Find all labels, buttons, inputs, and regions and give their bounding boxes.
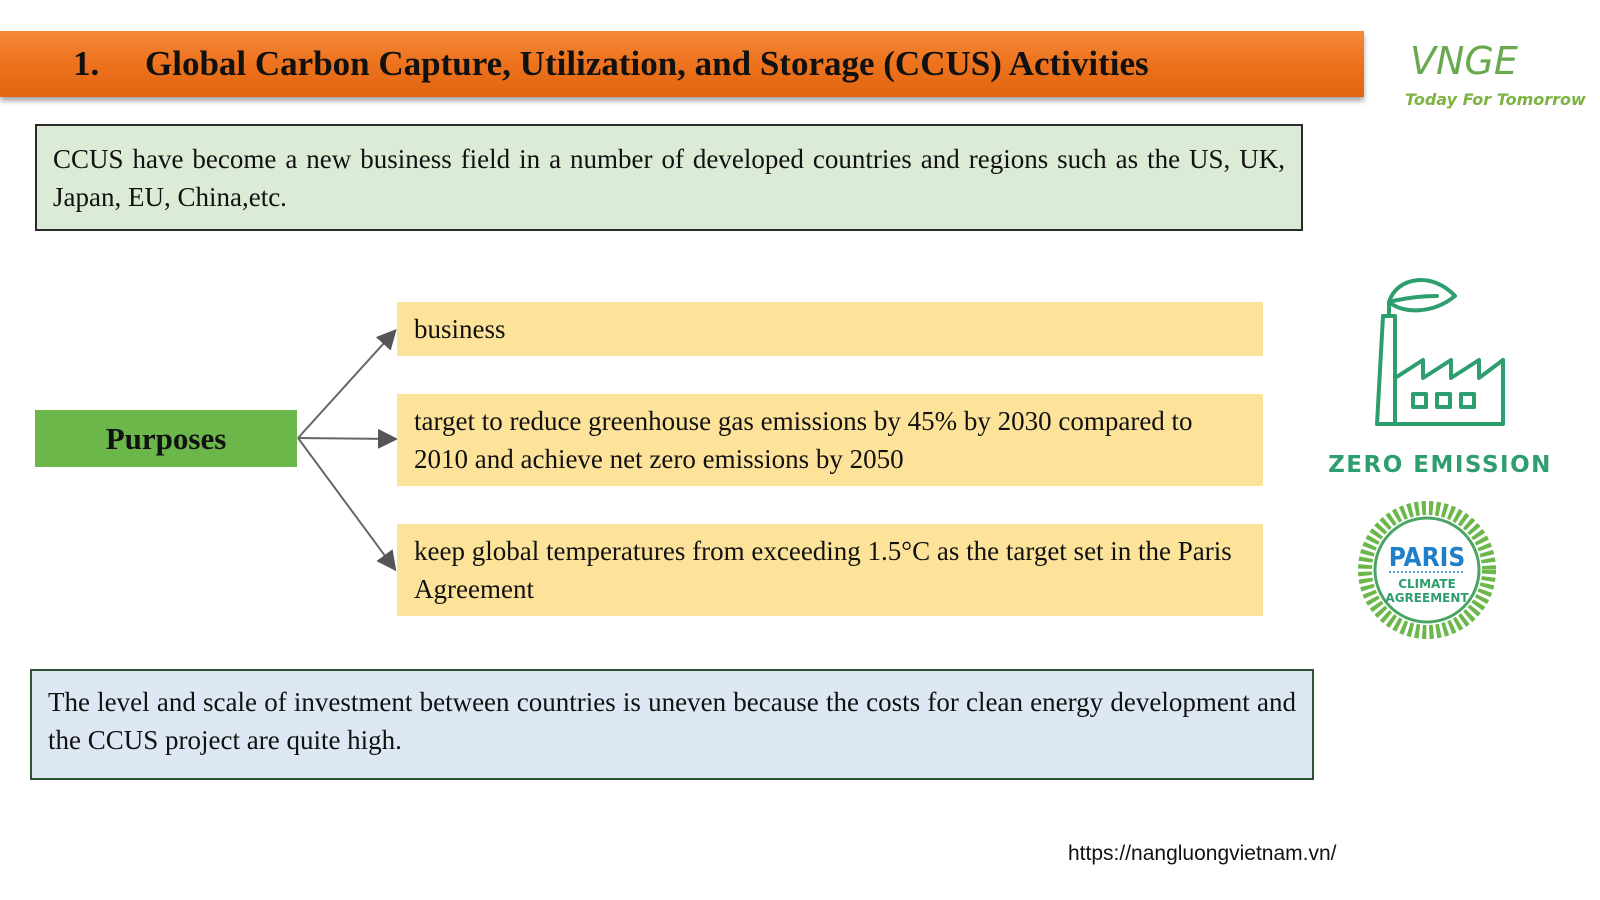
slide-title-bar xyxy=(0,31,1364,97)
paris-badge-title: PARIS xyxy=(1388,543,1466,573)
slide-title: Global Carbon Capture, Utilization, and Storage (CCUS) Activities xyxy=(145,44,1149,83)
vnge-logo-mark: VNGE xyxy=(1410,39,1518,83)
factory-leaf-icon xyxy=(1375,274,1505,429)
zero-emission-label: ZERO EMISSION xyxy=(1328,452,1552,478)
conclusion-box: The level and scale of investment between countries is uneven because the costs for clean energy development and the CCUS project are quite high. xyxy=(30,669,1314,780)
paris-badge-line2: AGREEMENT xyxy=(1385,591,1469,605)
purposes-label: Purposes xyxy=(35,410,297,467)
arrow-to-temperature-target xyxy=(298,438,394,568)
intro-box: CCUS have become a new business field in a number of developed countries and regions such as the US, UK, Japan, EU, China,etc. xyxy=(35,124,1303,231)
arrow-to-business xyxy=(298,332,394,438)
purpose-item: target to reduce greenhouse gas emissions by 45% by 2030 compared to 2010 and achieve net zero emissions by 2050 xyxy=(397,394,1263,486)
arrow-to-emissions-target xyxy=(298,438,394,439)
purpose-item: keep global temperatures from exceeding 1.5°C as the target set in the Paris Agreement xyxy=(397,524,1263,616)
vnge-logo-tagline: Today For Tomorrow xyxy=(1405,90,1586,109)
source-link[interactable]: https://nangluongvietnam.vn/ xyxy=(1068,842,1337,865)
purposes-arrows xyxy=(296,320,406,580)
slide-title-number: 1. xyxy=(73,44,100,83)
paris-agreement-badge xyxy=(1357,500,1497,640)
purpose-item: business xyxy=(397,302,1263,356)
paris-badge-line1: CLIMATE xyxy=(1398,577,1456,591)
